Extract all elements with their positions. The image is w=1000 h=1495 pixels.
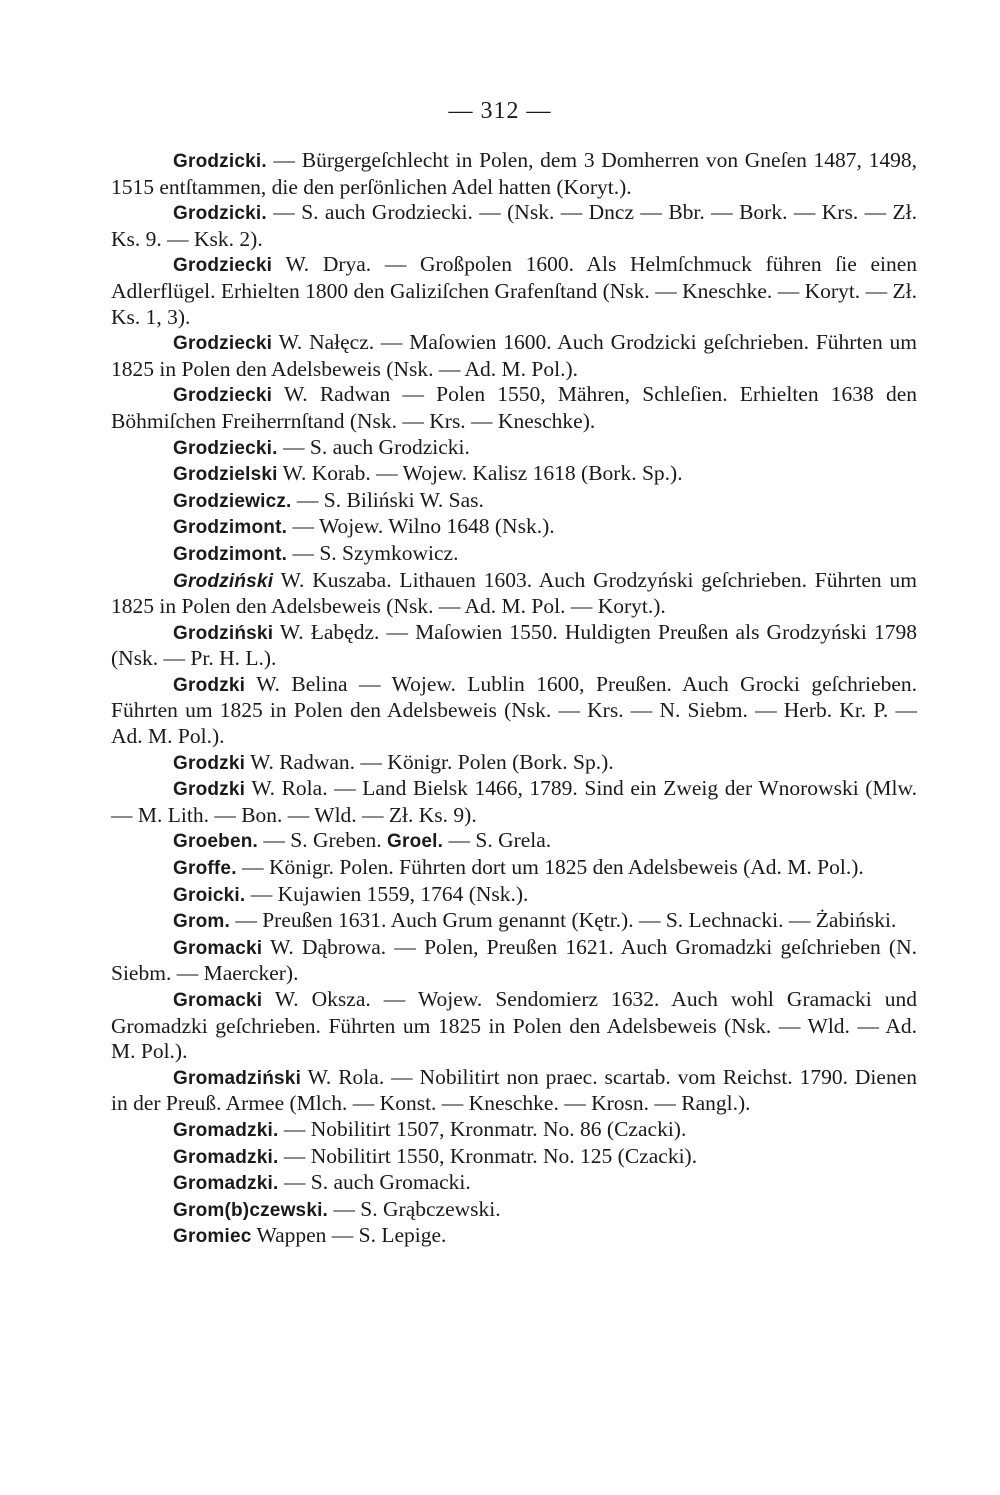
entry-text: — S. Grela. [448,828,552,853]
entry-headword: Groel. [387,831,444,853]
entry-text: W. Radwan. — Königr. Polen (Bork. Sp.). [250,749,614,774]
entry-text: W. Nałęcz. — Maſowien 1600. Auch Grodzicki geſchrieben. Führten um 1825 in Polen den Adelsbeweis (Nsk. — Ad. M. Pol.). [111,330,917,381]
entry-headword: Grom(b)czewski. [173,1199,329,1221]
entry-headword: Gromiec [173,1226,252,1248]
entry-headword: Grodzki [173,779,246,801]
entry-headword: Gromacki [173,937,263,959]
entry-headword: Grodzielski [173,464,278,486]
entry-text: — S. auch Grodzicki. [283,434,470,459]
entry-text: W. Drya. — Großpolen 1600. Als Helmſchmuck führen ſie einen Adlerflügel. Erhielten 1800 den Galiziſchen Grafenſtand (Nsk. — Kneschke. — Koryt. — Zł. Ks. 1, 3). [111,252,918,329]
entry-text: W. Radwan — Polen 1550, Mähren, Schleſien. Erhielten 1638 den Böhmiſchen Freiherrnſtand (Nsk. — Krs. — Kneschke). [111,382,917,433]
entry-headword: Grodziecki. [173,437,278,459]
entry-headword: Gromadzki. [173,1119,279,1141]
entry [111,541,917,568]
entry-text: W. Belina — Wojew. Lublin 1600, Preußen. Auch Grocki geſchrieben. Führten um 1825 in Polen den Adelsbeweis (Nsk. — Krs. — N. Siebm. — Herb. Kr. P. — Ad. M. Pol.). [111,671,917,749]
entry [111,935,917,987]
entry [111,855,917,882]
entry [111,568,917,620]
entry-text: — Bürgergeſchlecht in Polen, dem 3 Domherren von Gneſen 1487, 1498, 1515 entſtammen, die den perſönlichen Adel hatten (Koryt.). [111,148,917,199]
entry-headword: Grodzicki. [173,151,267,172]
entry-text: — S. auch Gromacki. [283,1170,471,1195]
entry [111,1197,917,1224]
entry [111,1223,917,1250]
entry-list [111,148,917,1250]
entry [111,672,917,750]
entry-text: W. Korab. — Wojew. Kalisz 1618 (Bork. Sp.). [282,461,683,486]
entry [111,252,917,330]
entry-headword: Grodzki [173,752,246,774]
entry-text: — Kujawien 1559, 1764 (Nsk.). [250,881,529,906]
entry [111,776,917,828]
entry [111,987,917,1065]
entry [111,488,917,515]
entry [111,514,917,541]
entry-headword: Grodzimont. [173,543,288,565]
entry-headword: Grodziński [173,622,274,644]
entry-text: W. Rola. — Nobilitirt non praec. scartab. vom Reichst. 1790. Dienen in der Preuß. Armee (Mlch. — Konst. — Kneschke. — Krosn. — Rangl.). [111,1064,917,1116]
entry-text: W. Kuszaba. Lithauen 1603. Auch Grodzyński geſchrieben. Führten um 1825 in Polen den Adelsbeweis (Nsk. — Ad. M. Pol. — Koryt.). [111,567,917,619]
page-number: — 312 — [448,98,552,124]
entry-headword: Groicki. [173,884,246,906]
entry-text: — Nobilitirt 1507, Kronmatr. No. 86 (Czacki). [283,1116,687,1141]
entry-text: — S. Biliński W. Sas. [296,487,484,512]
entry-headword: Grodzimont. [173,517,288,539]
entry [111,750,917,777]
entry-text: — S. Greben. [263,828,382,853]
entry [111,828,917,855]
entry [111,435,917,462]
entry [111,1117,917,1144]
entry-headword: Grom. [173,911,230,933]
entry [111,620,917,672]
entry-headword: Grodziński [173,570,274,592]
entry-text: W. Oksza. — Wojew. Sendomierz 1632. Auch wohl Gramacki und Gromadzki geſchrieben. Führten um 1825 in Polen den Adelsbeweis (Nsk. — Wld. — Ad. M. Pol.). [111,987,917,1064]
entry-headword: Grodzicki. [173,203,267,225]
entry-text: Wappen — S. Lepige. [256,1223,447,1248]
entry-headword: Gromadzki. [173,1173,279,1195]
entry-text: — S. Szymkowicz. [292,540,459,565]
entry [111,1170,917,1197]
entry-headword: Grodziecki [173,333,273,355]
entry-text: — S. auch Grodziecki. — (Nsk. — Dncz — Bbr. — Bork. — Krs. — Zł. Ks. 9. — Ksk. 2). [111,200,918,251]
entry [111,330,917,382]
entry-headword: Gromacki [173,990,263,1011]
entry-headword: Grodziecki [173,385,273,407]
entry-headword: Grodzki [173,674,246,696]
entry-text: — Preußen 1631. Auch Grum genannt (Kętr.). — S. Lechnacki. — Żabiński. [235,908,897,933]
entry [111,1065,917,1117]
entry-text: — Nobilitirt 1550, Kronmatr. No. 125 (Czacki). [283,1143,698,1168]
entry-text: W. Dąbrowa. — Polen, Preußen 1621. Auch Gromadzki geſchrieben (N. Siebm. — Maercker). [111,934,917,986]
entry-text: — Wojew. Wilno 1648 (Nsk.). [292,514,555,539]
entry [111,1144,917,1171]
entry-headword: Groffe. [173,858,237,880]
entry [111,882,917,909]
entry [111,148,917,200]
entry [111,382,917,434]
entry-headword: Gromadzki. [173,1146,279,1168]
entry-headword: Grodziecki [173,255,273,277]
entry-headword: Groeben. [173,831,259,853]
entry-text: — S. Grąbczewski. [333,1196,501,1221]
entry-text: W. Rola. — Land Bielsk 1466, 1789. Sind ein Zweig der Wnorowski (Mlw. — M. Lith. — Bon. — Wld. — Zł. Ks. 9). [111,776,917,827]
entry-headword: Grodziewicz. [173,490,292,512]
entry [111,908,917,935]
entry [111,461,917,488]
entry [111,200,917,252]
entry-text: W. Łabędz. — Maſowien 1550. Huldigten Preußen als Grodzyński 1798 (Nsk. — Pr. H. L.). [111,619,917,671]
entry-headword: Gromadziński [173,1067,302,1089]
entry-text: — Königr. Polen. Führten dort um 1825 den Adelsbeweis (Ad. M. Pol.). [242,855,864,880]
